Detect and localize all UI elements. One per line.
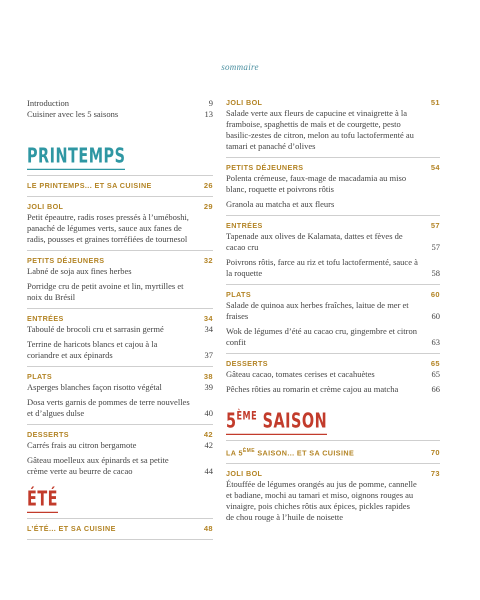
entry-page: 63 [431, 337, 440, 347]
entry-page: 39 [204, 382, 213, 392]
entry-text: Porridge cru de petit avoine et lin, myrtilles et noix du Brésil [27, 281, 184, 302]
left-column [27, 98, 213, 545]
group-heading[interactable] [226, 469, 440, 479]
group-heading[interactable] [27, 256, 213, 266]
entry-page: 65 [431, 369, 440, 379]
section-lead[interactable] [27, 524, 213, 534]
section-name: SAISON [257, 408, 328, 433]
group-heading-text: JOLI BOL [226, 469, 263, 479]
lead-pre: LA 5 [226, 448, 243, 458]
group-heading-text: PLATS [27, 372, 53, 381]
group-heading-page: 60 [430, 290, 440, 299]
group-heading-page: 42 [203, 430, 213, 439]
section-lead-page: 26 [203, 181, 213, 190]
group-heading-text: ENTRÉES [27, 314, 64, 323]
section-lead[interactable] [27, 181, 213, 191]
entry-text: Gâteau moelleux aux épinards et sa petite crème verte au beurre de cacao [27, 455, 169, 476]
group-heading-page: 29 [203, 202, 213, 211]
entry-text: Dosa verts garnis de pommes de terre nouvelles et d’algues dulse [27, 397, 190, 418]
section-title-5eme-saison [226, 410, 327, 435]
section-lead-page: 70 [430, 448, 440, 458]
entry-text: Introduction [27, 98, 70, 108]
entry-text: Gâteau cacao, tomates cerises et cacahuètes [226, 369, 375, 379]
toc-entry[interactable] [226, 384, 440, 395]
section-sup: ÈME [236, 410, 258, 424]
toc-entry[interactable] [27, 455, 213, 477]
divider [226, 215, 440, 216]
entry-text: Taboulé de brocoli cru et sarrasin germé [27, 324, 164, 334]
divider [27, 308, 213, 309]
entry-page: 58 [431, 268, 440, 278]
section-title-printemps: PRINTEMPS [27, 145, 125, 170]
entry-page: 57 [431, 242, 440, 252]
toc-entry[interactable] [226, 326, 440, 348]
group-heading-page: 57 [430, 221, 440, 230]
divider [226, 463, 440, 464]
group-heading[interactable] [226, 359, 440, 369]
toc-entry[interactable] [27, 324, 213, 335]
entry-text: Salade de quinoa aux herbes fraîches, laitue de mer et fraises [226, 300, 409, 321]
entry-text: Tapenade aux olives de Kalamata, dattes et fèves de cacao cru [226, 231, 403, 252]
group-heading-text: PETITS DÉJEUNERS [27, 256, 105, 265]
lead-post: SAISON... ET SA CUISINE [254, 448, 355, 458]
divider [27, 518, 213, 519]
divider [226, 157, 440, 158]
group-heading-page: 34 [203, 314, 213, 323]
group-heading[interactable] [27, 372, 213, 382]
entry-page: 66 [431, 384, 440, 394]
toc-entry[interactable] [226, 173, 440, 195]
group-heading-page: 73 [430, 469, 440, 479]
section-lead-text [226, 446, 354, 458]
lead-sup: ÈME [242, 448, 255, 454]
page-title: sommaire [221, 62, 259, 72]
toc-entry[interactable] [27, 109, 213, 120]
group-heading-page: 38 [203, 372, 213, 381]
divider [226, 440, 440, 441]
divider [27, 250, 213, 251]
group-heading-page: 54 [430, 163, 440, 172]
section-lead-text: LE PRINTEMPS... ET SA CUISINE [27, 181, 152, 190]
divider [27, 539, 213, 540]
toc-entry[interactable] [27, 266, 213, 277]
entry-page: 9 [208, 98, 213, 108]
entry-text: Granola au matcha et aux fleurs [226, 199, 335, 209]
divider [27, 424, 213, 425]
group-heading-text: ENTRÉES [226, 221, 263, 230]
entry-text: Pêches rôties au romarin et crème cajou au matcha [226, 384, 399, 394]
group-heading[interactable] [27, 430, 213, 440]
entry-text: Étouffée de légumes orangés au jus de pomme, cannelle et badiane, mochi au tamari et miso, oignons rouges au vinaigre, pois chiches rôtis aux épices, pickles rapides de chou rouge à l’huile de noisette [226, 479, 417, 523]
right-column [226, 98, 440, 523]
toc-entry[interactable] [27, 98, 213, 109]
entry-page: 44 [204, 466, 213, 476]
toc-entry[interactable] [226, 300, 440, 322]
toc-entry[interactable] [27, 382, 213, 393]
entry-text: Cuisiner avec les 5 saisons [27, 109, 119, 119]
group-heading[interactable] [27, 202, 213, 212]
entry-page: 40 [204, 408, 213, 418]
entry-page: 13 [204, 109, 213, 119]
group-heading-page: 65 [430, 359, 440, 368]
entry-text: Asperges blanches façon risotto végétal [27, 382, 162, 392]
entry-page: 37 [204, 350, 213, 360]
group-heading[interactable] [226, 98, 440, 108]
toc-entry[interactable] [27, 397, 213, 419]
entry-text: Poivrons rôtis, farce au riz et tofu lactofermenté, sauce à la roquette [226, 257, 418, 278]
toc-entry[interactable] [226, 231, 440, 253]
group-heading[interactable] [226, 290, 440, 300]
group-heading-text: DESSERTS [226, 359, 268, 368]
group-heading[interactable] [226, 221, 440, 231]
divider [27, 366, 213, 367]
section-title-ete: ÉTÉ [27, 488, 58, 513]
group-heading-text: JOLI BOL [27, 202, 64, 211]
group-heading[interactable] [226, 163, 440, 173]
group-heading-text: JOLI BOL [226, 98, 263, 107]
entry-text: Wok de légumes d’été au cacao cru, gingembre et citron confit [226, 326, 417, 347]
toc-entry[interactable] [226, 108, 440, 152]
entry-text: Terrine de haricots blancs et cajou à la coriandre et aux épinards [27, 339, 158, 360]
divider [226, 284, 440, 285]
entry-text: Salade verte aux fleurs de capucine et vinaigrette à la framboise, spaghettis de maïs et de courgette, pesto basilic-zestes de citron, melon au tofu lactofermenté au tamari et panaché d’olives [226, 108, 414, 151]
toc-entry[interactable] [27, 339, 213, 361]
group-heading-text: PLATS [226, 290, 252, 299]
entry-text: Petit épeautre, radis roses pressés à l’uméboshi, panaché de légumes verts, sauce aux fanes de radis, pousses et graines torréfiées de tournesol [27, 212, 189, 244]
toc-entry[interactable] [226, 369, 440, 380]
entry-text: Polenta crémeuse, faux-mage de macadamia au miso blanc, roquette et poivrons rôtis [226, 173, 407, 194]
toc-entry[interactable] [226, 199, 440, 210]
group-heading-text: DESSERTS [27, 430, 69, 439]
toc-entry[interactable] [226, 257, 440, 279]
section-lead[interactable] [226, 446, 440, 458]
toc-entry[interactable] [27, 440, 213, 451]
entry-page: 60 [431, 311, 440, 321]
divider [27, 175, 213, 176]
entry-page: 34 [204, 324, 213, 334]
group-heading-text: PETITS DÉJEUNERS [226, 163, 304, 172]
divider [27, 196, 213, 197]
group-heading-page: 32 [203, 256, 213, 265]
group-heading-page: 51 [430, 98, 440, 107]
toc-entry[interactable] [27, 212, 213, 245]
group-heading[interactable] [27, 314, 213, 324]
section-num: 5 [226, 408, 237, 433]
entry-page: 42 [204, 440, 213, 450]
entry-text: Carrés frais au citron bergamote [27, 440, 137, 450]
toc-entry[interactable] [226, 479, 440, 523]
entry-text: Labné de soja aux fines herbes [27, 266, 132, 276]
toc-entry[interactable] [27, 281, 213, 303]
divider [226, 353, 440, 354]
section-lead-text: L’ÉTÉ... ET SA CUISINE [27, 524, 116, 533]
section-lead-page: 48 [203, 524, 213, 533]
